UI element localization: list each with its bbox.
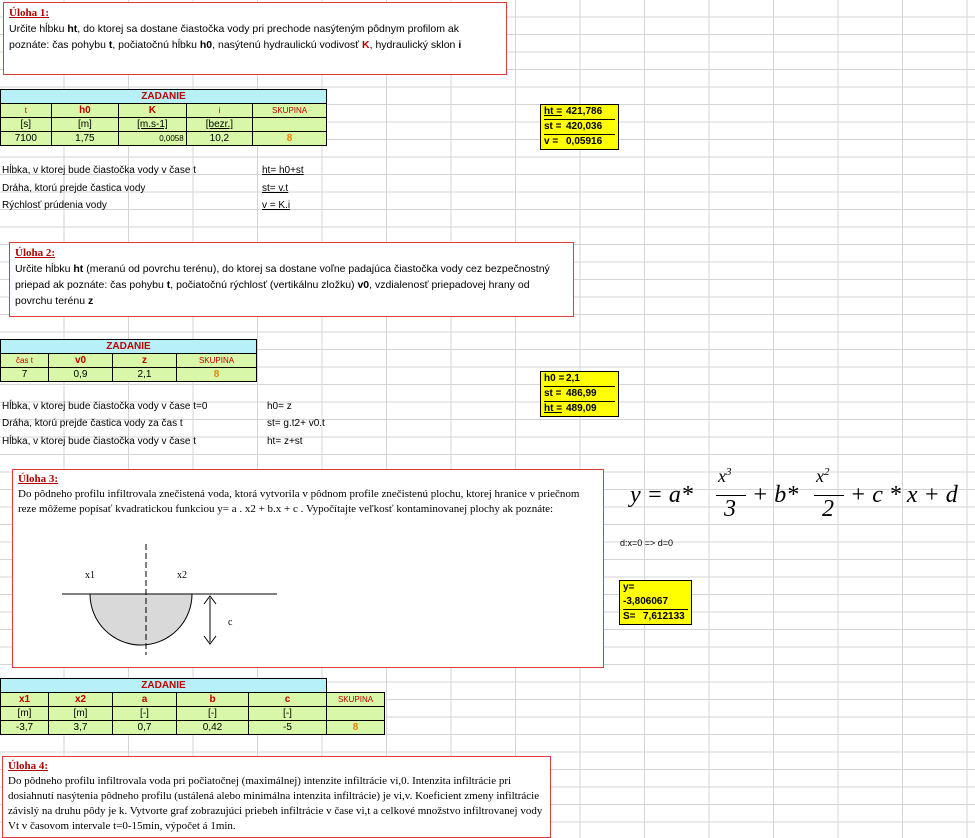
t1-row-formula-1: st= v.t bbox=[262, 183, 289, 194]
t1-row-formula-0: ht= h0+st bbox=[262, 165, 304, 176]
t3-u-3: [-] bbox=[177, 707, 249, 721]
t2-h-1: v0 bbox=[49, 354, 113, 368]
t2-res-st[interactable]: st = 486,99 bbox=[544, 386, 615, 401]
t1-u-3: [bezr.] bbox=[186, 118, 252, 132]
task1-text: Určite hĺbku ht, do ktorej sa dostane čiastočka vody pri prechode nasýteným pôdnym profilom ak poznáte: čas pohybu t, počiatočnú hĺbku h0, nasýtenú hydraulickú vodivosť K, hydraulický sklon i bbox=[9, 23, 462, 51]
task4-box bbox=[2, 756, 551, 838]
t1-row-label-2: Rýchlosť prúdenia vody bbox=[2, 200, 107, 211]
t1-row-label-1: Dráha, ktorú prejde častica vody bbox=[2, 183, 146, 194]
t2-res-ht[interactable]: ht = 489,09 bbox=[544, 401, 615, 416]
t2-row-formula-0: h0= z bbox=[267, 401, 292, 412]
task3-title: Úloha 3: bbox=[18, 473, 59, 485]
t3-v-0[interactable]: -3,7 bbox=[1, 721, 49, 735]
task3-text: Do pôdneho profilu infiltrovala znečistená voda, ktorá vytvorila v pôdnom profile znečistenú plochu, ktorej hranice v priečnom reze môžeme popísať kvadratickou funkciou y= a . x2 + b.x + c . Vypočítajte veľkosť kontaminovanej plochy ak poznáte: bbox=[18, 488, 580, 515]
task3-results bbox=[619, 580, 692, 625]
t1-row-label-0: Hĺbka, v ktorej bude čiastočka vody v čase t bbox=[2, 165, 196, 176]
t1-u-2: [m.s-1] bbox=[119, 118, 187, 132]
task1-results bbox=[540, 104, 619, 150]
t1-u-4 bbox=[253, 118, 327, 132]
t1-v-2[interactable]: 0,0058 bbox=[119, 132, 187, 146]
t1-v-4[interactable]: 8 bbox=[253, 132, 327, 146]
t1-h-i: i bbox=[186, 104, 252, 118]
t2-v-2[interactable]: 2,1 bbox=[113, 368, 177, 382]
t2-row-label-0: Hĺbka, v ktorej bude čiastočka vody v čase t=0 bbox=[2, 401, 208, 412]
label-c: c bbox=[228, 617, 233, 628]
task2-title: Úloha 2: bbox=[15, 247, 56, 259]
t2-h-2: z bbox=[113, 354, 177, 368]
t1-h-K: K bbox=[119, 104, 187, 118]
t2-h-0: čas t bbox=[1, 354, 49, 368]
t2-v-0[interactable]: 7 bbox=[1, 368, 49, 382]
label-x1: x1 bbox=[85, 570, 95, 581]
t1-u-1: [m] bbox=[51, 118, 119, 132]
t1-row-formula-2: v = K.i bbox=[262, 200, 291, 211]
task4-text: Do pôdneho profilu infiltrovala voda pri počiatočnej (maximálnej) intenzite infiltrácie vi,0. Intenzita infiltrácie pri dosiahnutí nasýtenia pôdneho profilu (ustálená alebo minimálna intenzita infiltrácie) je vi,v. Koeficient zmeny infiltrácie závislý na druhu pôdy je k. Vytvorte graf zobrazujúci priebeh infiltrácie v čase vi,t a celkové množstvo infiltrovanej vody Vt v časovom intervale t=0-15min, výpočet á 1min. bbox=[8, 775, 543, 832]
t2-row-label-1: Dráha, ktorú prejde častica vody za čas t bbox=[2, 418, 183, 429]
t3-u-1: [m] bbox=[49, 707, 113, 721]
task1-table bbox=[0, 89, 327, 146]
t1-h-skupina: SKUPINA bbox=[253, 104, 327, 118]
t3-v-3[interactable]: 0,42 bbox=[177, 721, 249, 735]
t2-row-label-2: Hĺbka, v ktorej bude čiastočka vody v čase t bbox=[2, 436, 196, 447]
t3-h-5: SKUPINA bbox=[327, 693, 385, 707]
task3-table bbox=[0, 678, 385, 735]
t1-res-ht[interactable]: ht = 421,786 bbox=[544, 106, 603, 117]
t2-h-3: SKUPINA bbox=[177, 354, 257, 368]
t2-v-3[interactable]: 8 bbox=[177, 368, 257, 382]
task2-table bbox=[0, 339, 257, 382]
t3-h-0: x1 bbox=[1, 693, 49, 707]
task2-results bbox=[540, 371, 619, 417]
task3-diagram bbox=[12, 530, 312, 655]
t3-u-2: [-] bbox=[113, 707, 177, 721]
task2-box bbox=[9, 242, 574, 317]
task1-box bbox=[3, 2, 507, 75]
t1-res-st[interactable]: st = 420,036 bbox=[544, 119, 615, 134]
label-x2: x2 bbox=[177, 570, 187, 581]
t3-u-0: [m] bbox=[1, 707, 49, 721]
t2-row-formula-1: st= g.t2+ v0.t bbox=[267, 418, 325, 429]
t1-res-v[interactable]: v = 0,05916 bbox=[544, 134, 615, 149]
t1-v-1[interactable]: 1,75 bbox=[51, 132, 119, 146]
t2-v-1[interactable]: 0,9 bbox=[49, 368, 113, 382]
t3-h-4: c bbox=[249, 693, 327, 707]
t3-h-3: b bbox=[177, 693, 249, 707]
task1-table-title: ZADANIE bbox=[1, 90, 327, 104]
t3-h-1: x2 bbox=[49, 693, 113, 707]
t3-u-4: [-] bbox=[249, 707, 327, 721]
t2-res-h0[interactable]: h0 = 2,1 bbox=[544, 373, 580, 384]
t3-h-2: a bbox=[113, 693, 177, 707]
task4-title: Úloha 4: bbox=[8, 760, 49, 772]
t3-v-2[interactable]: 0,7 bbox=[113, 721, 177, 735]
t3-res-s[interactable]: S= 7,612133 bbox=[623, 609, 688, 624]
t1-u-0: [s] bbox=[1, 118, 52, 132]
t2-row-formula-2: ht= z+st bbox=[267, 436, 303, 447]
contaminated-area bbox=[90, 594, 192, 645]
task1-title: Úloha 1: bbox=[9, 7, 50, 19]
integral-formula: y = a* $x^3$ 3 + b* $x^2$ 2 + c * x + d bbox=[630, 466, 958, 522]
task2-text: Určite hĺbku ht (meranú od povrchu terénu), do ktorej sa dostane voľne padajúca čiastočka vody cez bezpečnostný priepad ak poznáte: čas pohybu t, počiatočnú rýchlosť (vertikálnu zložku) v0, vzdialenosť priepadovej hrany od povrchu terénu z bbox=[15, 263, 550, 307]
task3-table-title: ZADANIE bbox=[1, 679, 327, 693]
t3-u-5 bbox=[327, 707, 385, 721]
t1-h-t: t bbox=[1, 104, 52, 118]
t3-v-5[interactable]: 8 bbox=[327, 721, 385, 735]
t1-v-3[interactable]: 10,2 bbox=[186, 132, 252, 146]
task3-note: d:x=0 => d=0 bbox=[620, 538, 674, 548]
t3-v-1[interactable]: 3,7 bbox=[49, 721, 113, 735]
task2-table-title: ZADANIE bbox=[1, 340, 257, 354]
t1-v-0[interactable]: 7100 bbox=[1, 132, 52, 146]
t3-res-y[interactable]: y=-3,806067 bbox=[623, 582, 669, 607]
t1-h-h0: h0 bbox=[51, 104, 119, 118]
t3-v-4[interactable]: -5 bbox=[249, 721, 327, 735]
